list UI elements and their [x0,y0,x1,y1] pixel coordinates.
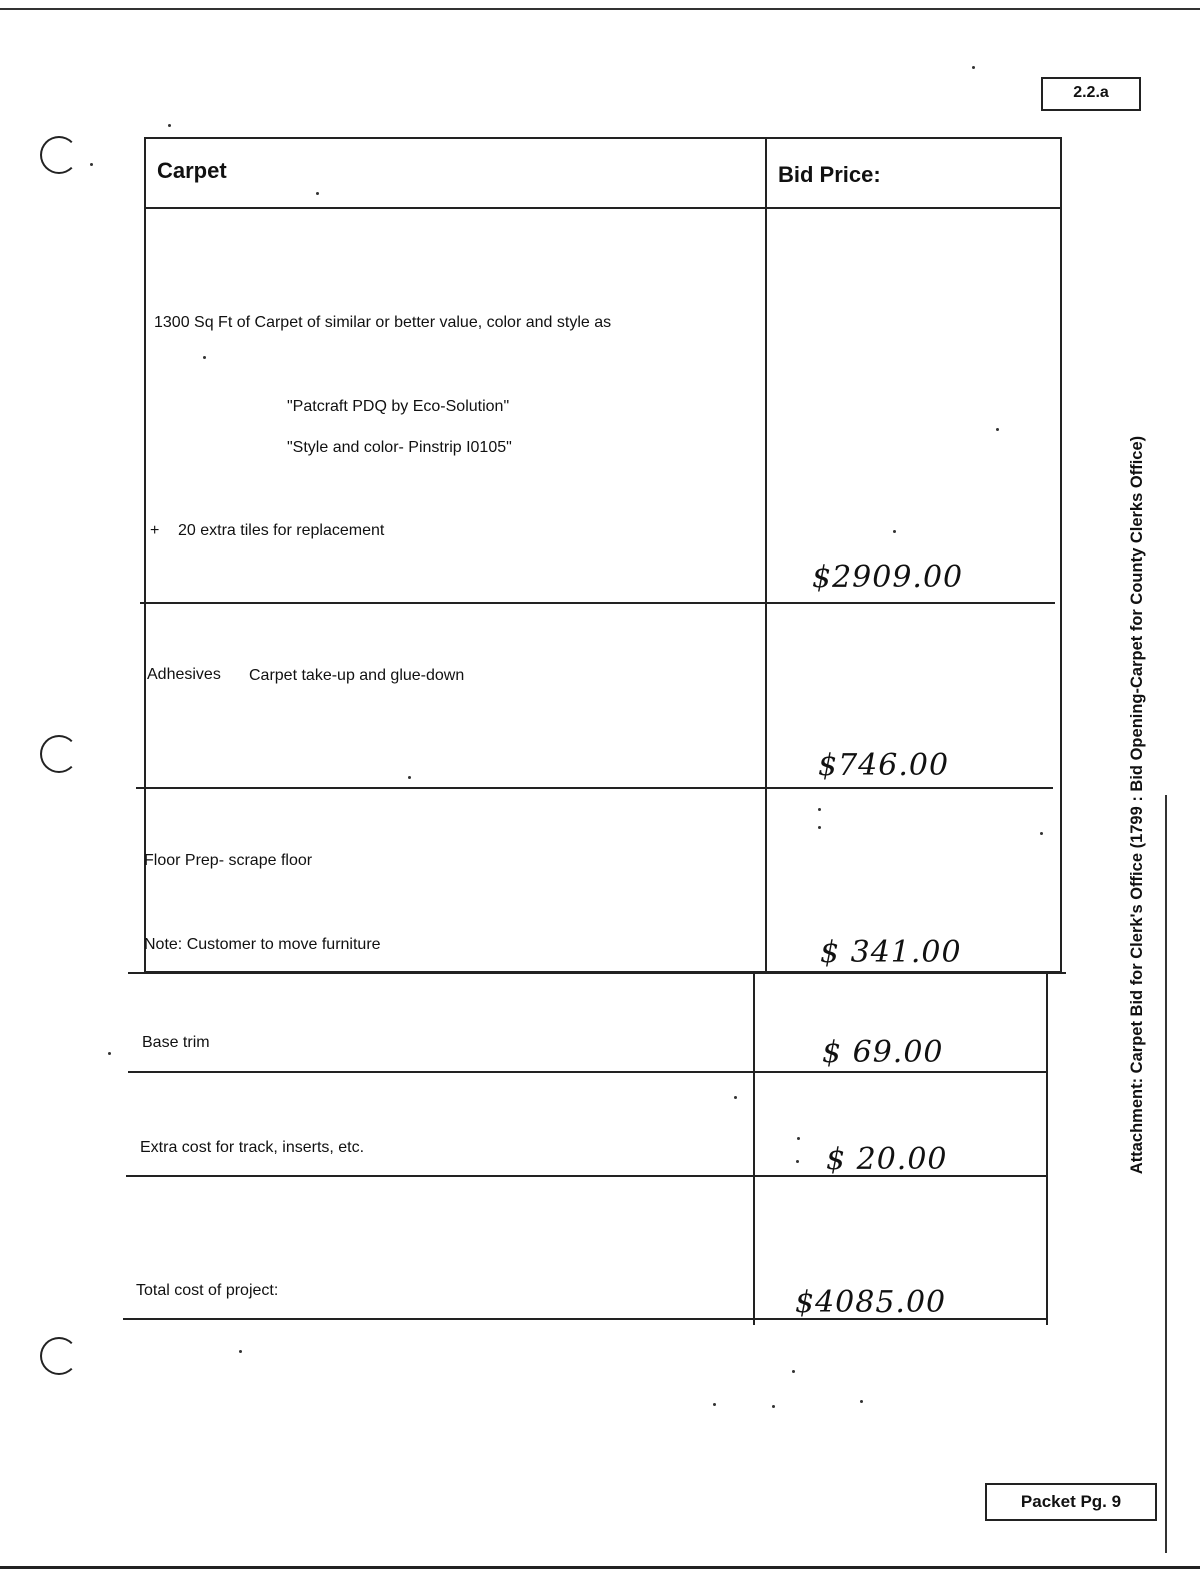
packet-page-label: Packet Pg. 9 [985,1483,1157,1521]
adhesives-label: Adhesives [147,666,221,683]
binder-hole-icon [40,1337,78,1375]
row-divider [128,972,1066,974]
plus-sign: + [150,522,160,539]
header-divider [144,207,1062,209]
right-margin-rule [1165,795,1167,1553]
extra-tiles: 20 extra tiles for replacement [178,522,385,539]
scan-speck [818,826,821,829]
column-divider [765,137,767,973]
top-rule [0,8,1200,10]
row-divider [140,602,1055,604]
scan-speck [713,1403,716,1406]
total-label: Total cost of project: [136,1282,279,1299]
floor-prep-price: $ 341.00 [820,935,962,970]
scan-speck [996,428,999,431]
base-trim-label: Base trim [142,1034,210,1051]
carpet-product: "Patcraft PDQ by Eco-Solution" [287,398,510,415]
scan-speck [168,124,171,127]
scan-speck [796,1160,799,1163]
extra-cost-price: $ 20.00 [826,1142,948,1177]
scan-speck [108,1052,111,1055]
floor-prep-note: Note: Customer to move furniture [144,936,381,953]
total-price: $4085.00 [795,1285,947,1320]
row-divider [136,787,1053,789]
scan-speck [408,776,411,779]
scan-speck [316,192,319,195]
row-divider [128,1071,1048,1073]
scan-speck [893,530,896,533]
section-stamp: 2.2.a [1041,77,1141,111]
scan-speck [797,1137,800,1140]
scan-speck [90,163,93,166]
floor-prep-label: Floor Prep- scrape floor [144,852,313,869]
scan-speck [239,1350,242,1353]
carpet-style: "Style and color- Pinstrip I0105" [287,439,512,456]
scan-speck [772,1405,775,1408]
scan-speck [734,1096,737,1099]
scan-speck [792,1370,795,1373]
adhesives-price: $746.00 [818,748,950,783]
carpet-description: 1300 Sq Ft of Carpet of similar or better value, color and style as [154,314,612,331]
attachment-caption: Attachment: Carpet Bid for Clerk's Office (1799 : Bid Opening-Carpet for County Clerks Office) [1128,435,1146,1175]
scan-speck [1040,832,1043,835]
right-border [1046,973,1048,1325]
scan-speck [818,808,821,811]
column-divider [753,973,755,1325]
scan-speck [860,1400,863,1403]
adhesives-description: Carpet take-up and glue-down [249,667,465,684]
header-carpet: Carpet [157,158,227,183]
binder-hole-icon [40,735,78,773]
extra-cost-label: Extra cost for track, inserts, etc. [140,1139,365,1156]
bid-table-upper [144,137,1062,973]
scan-speck [203,356,206,359]
header-bid-price: Bid Price: [778,162,881,187]
bottom-rule [0,1566,1200,1569]
base-trim-price: $ 69.00 [822,1035,944,1070]
scan-speck [972,66,975,69]
carpet-price: $2909.00 [812,560,964,595]
binder-hole-icon [40,136,78,174]
